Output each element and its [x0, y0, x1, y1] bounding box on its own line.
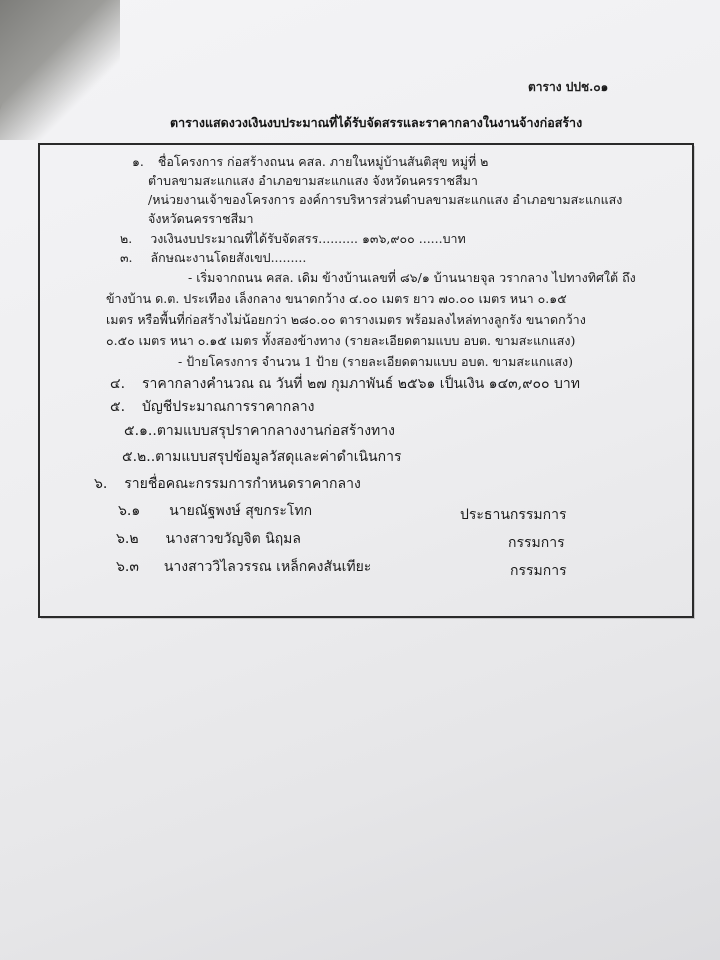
item-1-number: ๑.: [132, 154, 144, 169]
item-2-number: ๒.: [120, 231, 133, 246]
work-detail-1: - เริ่มจากถนน คสล. เดิม ข้างบ้านเลขที่ ๘๖/๑ บ้านนายจุล วรากลาง ไปทางทิศใต้ ถึง: [188, 270, 636, 285]
document-title: ตารางแสดงวงเงินงบประมาณที่ได้รับจัดสรรและราคากลางในงานจ้างก่อสร้าง: [170, 115, 583, 130]
member-role: ประธานกรรมการ: [460, 507, 567, 523]
item-4-row: [110, 375, 580, 393]
item-6-number: ๖.: [94, 476, 108, 492]
work-detail-5: - ป้ายโครงการ จำนวน 1 ป้าย (รายละเอียดตามแบบ อบต. ขามสะแกแสง): [178, 354, 573, 369]
project-location: ตำบลขามสะแกแสง อำเภอขามสะแกแสง จังหวัดนครราชสีมา: [148, 173, 478, 188]
form-code: ตาราง ปปช.๐๑: [528, 80, 609, 94]
committee-member: [116, 530, 301, 548]
item-3-row: [120, 250, 306, 266]
member-name: นายณัฐพงษ์ สุขกระโทก: [169, 503, 313, 519]
item-3-number: ๓.: [120, 250, 133, 265]
table-surface-corner: [0, 0, 120, 140]
member-name: นางสาววิไลวรรณ เหล็กคงสันเทียะ: [163, 559, 372, 575]
work-detail-2: ข้างบ้าน ด.ต. ประเทือง เล็งกลาง ขนาดกว้าง ๔.๐๐ เมตร ยาว ๗๐.๐๐ เมตร หนา ๐.๑๕: [106, 291, 567, 306]
median-price: ราคากลางคำนวณ ณ วันที่ ๒๗ กุมภาพันธ์ ๒๕๖๑ เป็นเงิน ๑๔๓,๙๐๐ บาท: [141, 376, 580, 392]
member-name: นางสาวขวัญจิต นิฤมล: [165, 531, 301, 547]
committee-member: [118, 502, 312, 520]
committee-heading: รายชื่อคณะกรรมการกำหนดราคากลาง: [124, 476, 361, 492]
price-estimate-heading: บัญชีประมาณการราคากลาง: [141, 399, 315, 415]
item-4-number: ๔.: [110, 376, 126, 392]
member-number: ๖.๑: [118, 503, 141, 519]
item-1-row: [132, 154, 488, 170]
project-agency: /หน่วยงานเจ้าของโครงการ องค์การบริหารส่วนตำบลขามสะแกแสง อำเภอขามสะแกแสง: [148, 192, 623, 207]
item-6-row: [94, 475, 361, 493]
work-detail-3: เมตร หรือพื้นที่ก่อสร้างไม่น้อยกว่า ๒๘๐.๐๐ ตารางเมตร พร้อมลงไหล่ทางลูกรัง ขนาดกว้าง: [106, 312, 586, 327]
committee-member: [116, 558, 371, 576]
estimate-sub-2: ๕.๒..ตามแบบสรุปข้อมูลวัสดุและค่าดำเนินการ: [122, 449, 402, 465]
member-number: ๖.๒: [116, 531, 139, 547]
item-5-row: [110, 398, 315, 416]
member-number: ๖.๓: [116, 559, 139, 575]
item-2-row: [120, 231, 466, 247]
member-role: กรรมการ: [508, 535, 565, 551]
estimate-sub-1: ๕.๑..ตามแบบสรุปราคากลางงานก่อสร้างทาง: [124, 423, 395, 439]
member-role: กรรมการ: [510, 563, 567, 579]
item-5-number: ๕.: [110, 399, 126, 415]
project-province: จังหวัดนครราชสีมา: [148, 211, 254, 226]
work-detail-4: ๐.๕๐ เมตร หนา ๐.๑๕ เมตร ทั้งสองข้างทาง (รายละเอียดตามแบบ อบต. ขามสะแกแสง): [106, 333, 576, 348]
project-name: ชื่อโครงการ ก่อสร้างถนน คสล. ภายในหมู่บ้านสันติสุข หมู่ที่ ๒: [157, 154, 489, 169]
allocated-budget: วงเงินงบประมาณที่ได้รับจัดสรร.......... ๑๓๖,๙๐๐ ......บาท: [150, 231, 466, 246]
work-description-heading: ลักษณะงานโดยสังเขป.........: [150, 250, 307, 265]
